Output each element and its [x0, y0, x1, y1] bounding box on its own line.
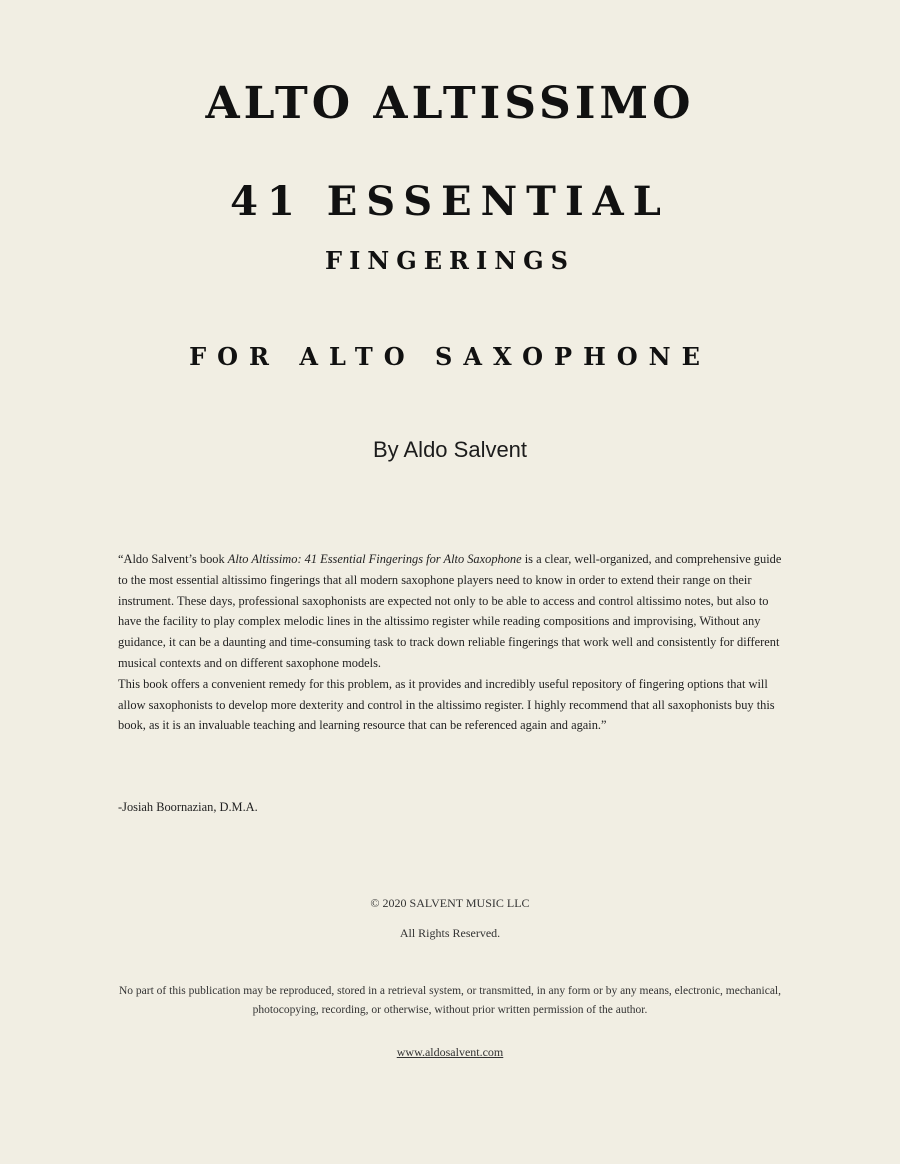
title-line-41-essential: 41 ESSENTIAL	[230, 178, 670, 225]
website-footer	[0, 1043, 900, 1061]
review-opening: “Aldo Salvent’s book	[118, 552, 228, 566]
review-book-title: Alto Altissimo: 41 Essential Fingerings for Alto Saxophone	[227, 552, 522, 566]
review-paragraph-1	[118, 549, 786, 674]
title-line-fingerings: FINGERINGS	[325, 246, 575, 275]
title-line-for-alto-saxophone: FOR ALTO SAXOPHONE	[189, 342, 711, 371]
copyright-notice: © 2020 SALVENT MUSIC LLC	[370, 896, 530, 910]
reproduction-disclaimer: No part of this publication may be reproduced, stored in a retrieval system, or transmitted, in any form or by any means, electronic, mechanical, photocopying, recording, or otherwise, without prior written permission of the author.	[119, 985, 781, 1016]
review-quote	[118, 549, 786, 736]
reviewer-signature: -Josiah Boornazian, D.M.A.	[118, 800, 258, 814]
author-byline: By Aldo Salvent	[372, 437, 528, 462]
title-line-alto-altissimo: ALTO ALTISSIMO	[205, 78, 695, 129]
review-paragraph-2: This book offers a convenient remedy for this problem, as it provides and incredibly useful repository of fingering options that will allow saxophonists to develop more dexterity and control in the altissimo register. I highly recommend that all saxophonists buy this book, as it is an invaluable teaching and learning resource that can be referenced again and again.”	[118, 676, 775, 733]
website-link[interactable]: www.aldosalvent.com	[396, 1045, 504, 1059]
review-paragraph-1-body: is a clear, well-organized, and comprehensive guide to the most essential altissimo fingerings that all modern saxophone players need to know in order to extend their range on their instrument. These days, professional saxophonists are expected not only to be able to access and control altissimo notes, but also to have the facility to play complex melodic lines in the altissimo register while reading compositions and improvising, Without any guidance, it can be a daunting and time-consuming task to track down reliable fingerings that work well and consistently for different musical contexts and on different saxophone models.	[118, 552, 782, 670]
rights-reserved: All Rights Reserved.	[399, 926, 501, 940]
